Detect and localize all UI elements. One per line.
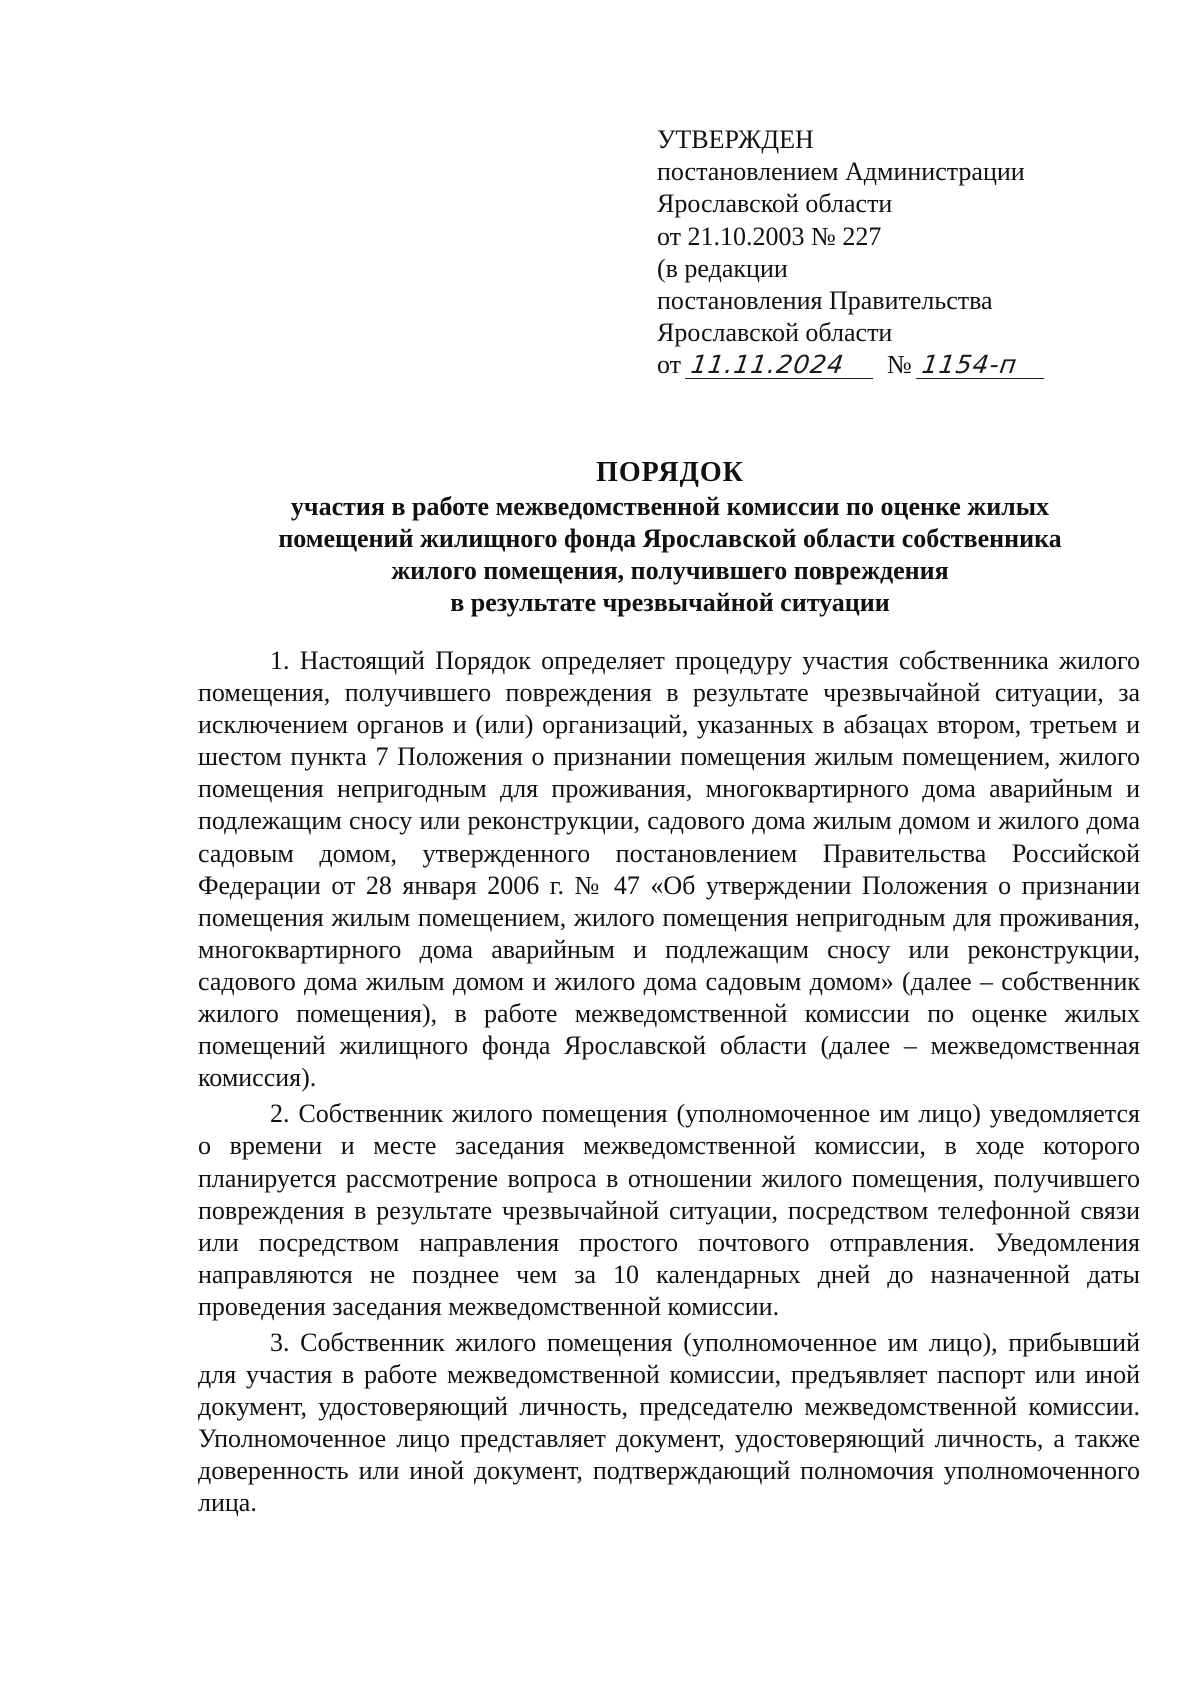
paragraph-3: 3. Собственник жилого помещения (уполномоченное им лицо), прибывший для участия в работе межведомственной комиссии, предъявляет паспорт или иной документ, удостоверяющий личность, председателю межведомственной комиссии. Уполномоченное лицо представляет документ, удостоверяющий личность, а также доверенность или иной документ, подтверждающий полномочия уполномоченного лица. <box>198 1327 1140 1518</box>
number-prefix: № <box>887 350 912 380</box>
handwritten-date: 11.11.2024 <box>685 352 877 379</box>
handwritten-number: 1154-п <box>916 352 1048 379</box>
document-title: ПОРЯДОК <box>596 457 744 488</box>
document-title-block <box>195 455 1145 619</box>
paragraph-2: 2. Собственник жилого помещения (уполномоченное им лицо) уведомляется о времени и месте заседания межведомственной комиссии, в ходе которого планируется рассмотрение вопроса в отношении жилого помещения, получившего повреждения в результате чрезвычайной ситуации, посредством телефонной связи или посредством направления простого почтового отправления. Уведомления направляются не позднее чем за 10 календарных дней до назначенной даты проведения заседания межведомственной комиссии. <box>198 1099 1140 1321</box>
approval-line: УТВЕРЖДЕН <box>657 125 814 154</box>
subtitle-line: жилого помещения, получившего повреждения <box>391 556 949 585</box>
subtitle-line: участия в работе межведомственной комиссии по оценке жилых <box>290 492 1050 521</box>
document-subtitle <box>195 491 1145 619</box>
approval-line: постановлением Администрации <box>657 157 1025 187</box>
approval-line: Ярославской области <box>657 189 893 219</box>
document-body <box>198 645 1140 1524</box>
subtitle-line: в результате чрезвычайной ситуации <box>450 588 890 617</box>
approval-line: постановления Правительства <box>657 286 993 316</box>
approval-stamp-block <box>657 124 1097 382</box>
approval-line: (в редакции <box>657 253 788 283</box>
date-prefix: от <box>657 350 682 380</box>
paragraph-1: 1. Настоящий Порядок определяет процедуру участия собственника жилого помещения, получившего повреждения в результате чрезвычайной ситуации, за исключением органов и (или) организаций, указанных в абзацах втором, третьем и шестом пункта 7 Положения о признании помещения жилым помещением, жилого помещения непригодным для проживания, многоквартирного дома аварийным и подлежащим сносу или реконструкции, садового дома жилым домом и жилого дома садовым домом, утвержденного постановлением Правительства Российской Федерации от 28 января 2006 г. № 47 «Об утверждении Положения о признании помещения жилым помещением, жилого помещения непригодным для проживания, многоквартирного дома аварийным и подлежащим сносу или реконструкции, садового дома жилым домом и жилого дома садовым домом» (далее – собственник жилого помещения), в работе межведомственной комиссии по оценке жилых помещений жилищного фонда Ярославской области (далее – межведомственная комиссия). <box>198 646 1140 1093</box>
subtitle-line: помещений жилищного фонда Ярославской области собственника <box>278 524 1062 553</box>
approval-line: от 21.10.2003 № 227 <box>657 221 882 251</box>
approval-line: Ярославской области <box>657 318 893 348</box>
approval-date-line <box>657 349 1097 381</box>
